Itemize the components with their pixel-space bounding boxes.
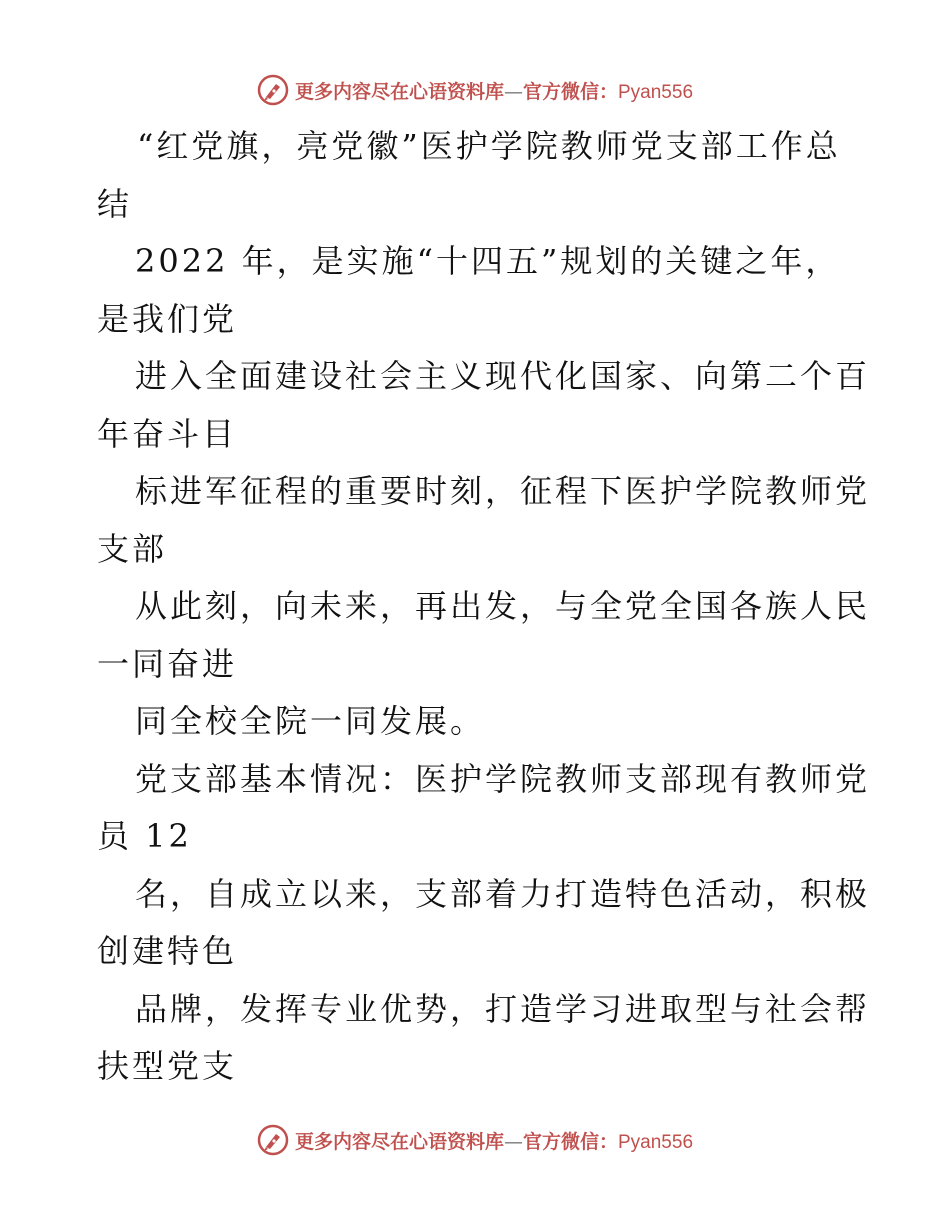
watermark-contact-label: 官方微信： xyxy=(522,80,618,103)
paragraph-line: 创建特色 xyxy=(97,932,238,970)
paragraph-line: 支部 xyxy=(97,529,168,568)
paragraph-line: 品牌，发挥专业优势，打造学习进取型与社会帮 xyxy=(135,989,871,1028)
paragraph-line: 一同奋进 xyxy=(97,644,238,683)
footer-watermark xyxy=(0,1120,950,1160)
watermark-text xyxy=(295,77,693,104)
watermark-site-text: 更多内容尽在心语资料库 xyxy=(294,80,504,103)
paragraph-line: 进入全面建设社会主义现代化国家、向第二个百 xyxy=(135,357,871,395)
watermark-separator: — xyxy=(503,80,523,103)
document-body xyxy=(97,118,871,1096)
paragraph-line: 员 12 xyxy=(97,817,192,855)
document-title-line: 结 xyxy=(97,184,133,223)
document-title-line: “红党旗，亮党徽”医护学院教师党支部工作总 xyxy=(137,127,841,165)
paragraph-line: 是我们党 xyxy=(97,299,238,338)
watermark-contact-id: Pyan556 xyxy=(618,81,694,103)
watermark-separator: — xyxy=(503,1130,523,1153)
header-watermark xyxy=(0,70,950,110)
watermark-contact-id: Pyan556 xyxy=(618,1131,694,1153)
pen-nib-logo-icon xyxy=(257,1124,289,1156)
watermark-contact-label: 官方微信： xyxy=(522,1130,618,1153)
watermark-site-text: 更多内容尽在心语资料库 xyxy=(294,1130,504,1153)
pen-nib-logo-icon xyxy=(257,74,289,106)
paragraph-line: 名，自成立以来，支部着力打造特色活动，积极 xyxy=(135,874,871,913)
paragraph-line: 同全校全院一同发展。 xyxy=(135,702,486,740)
paragraph-line: 2022 年，是实施“十四五”规划的关键之年， xyxy=(135,242,841,280)
paragraph-line: 年奋斗目 xyxy=(97,414,238,453)
paragraph-line: 从此刻，向未来，再出发，与全党全国各族人民 xyxy=(135,587,871,625)
paragraph-line: 党支部基本情况：医护学院教师支部现有教师党 xyxy=(135,759,871,798)
paragraph-line: 扶型党支 xyxy=(97,1047,238,1085)
watermark-text xyxy=(295,1127,693,1154)
paragraph-line: 标进军征程的重要时刻，征程下医护学院教师党 xyxy=(135,472,871,510)
